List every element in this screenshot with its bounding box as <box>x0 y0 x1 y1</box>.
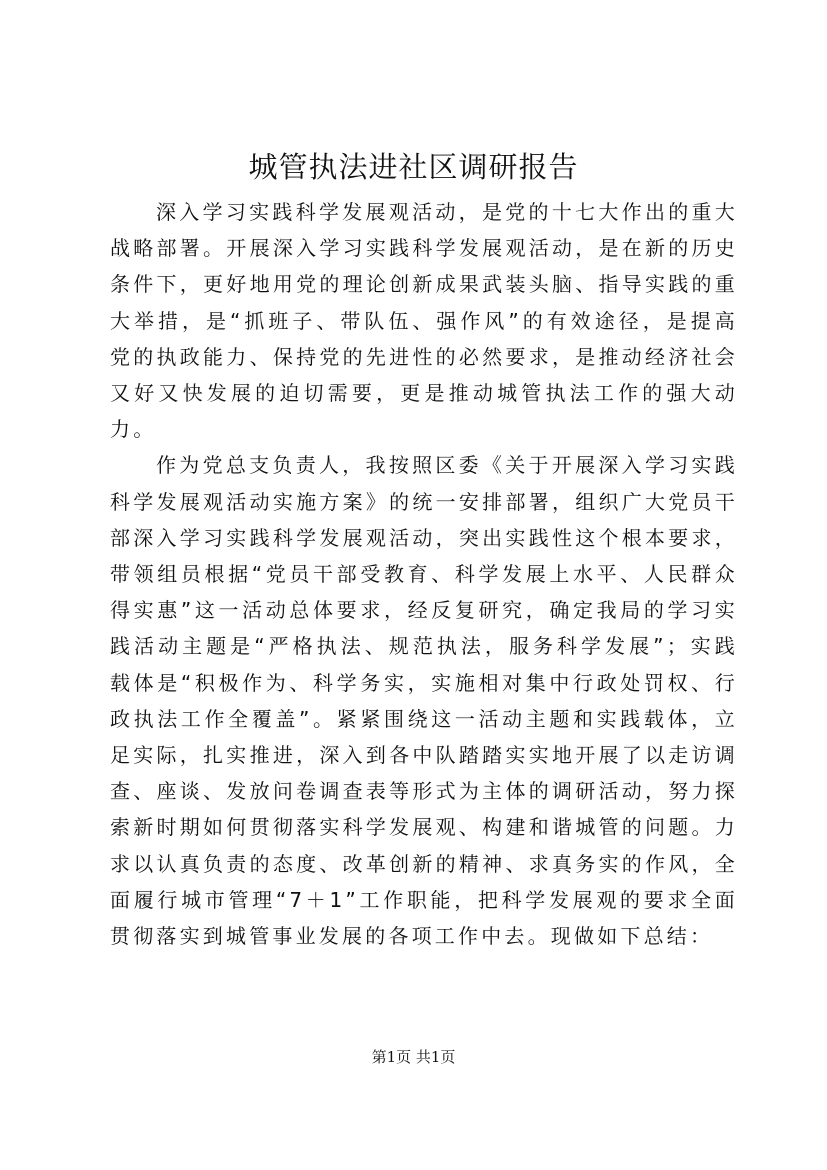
document-body <box>110 194 738 954</box>
document-title: 城管执法进社区调研报告 <box>248 150 579 184</box>
paragraph-1: 深入学习实践科学发展观活动，是党的十七大作出的重大战略部署。开展深入学习实践科学发展观活动，是在新的历史条件下，更好地用党的理论创新成果武装头脑、指导实践的重大举措，是“抓班子、带队伍、强作风”的有效途径，是提高党的执政能力、保持党的先进性的必然要求，是推动经济社会又好又快发展的迫切需要，更是推动城管执法工作的强大动力。 <box>110 200 738 442</box>
paragraph-2: 作为党总支负责人，我按照区委《关于开展深入学习实践科学发展观活动实施方案》的统一安排部署，组织广大党员干部深入学习实践科学发展观活动，突出实践性这个根本要求，带领组员根据“党员干部受教育、科学发展上水平、人民群众得实惠”这一活动总体要求，经反复研究，确定我局的学习实践活动主题是“严格执法、规范执法，服务科学发展”；实践载体是“积极作为、科学务实，实施相对集中行政处罚权、行政执法工作全覆盖”。紧紧围绕这一活动主题和实践载体，立足实际，扎实推进，深入到各中队踏踏实实地开展了以走访调查、座谈、发放问卷调查表等形式为主体的调研活动，努力探索新时期如何贯彻落实科学发展观、构建和谐城管的问题。力求以认真负责的态度、改革创新的精神、求真务实的作风，全面履行城市管理“7＋1”工作职能，把科学发展观的要求全面贯彻落实到城管事业发展的各项工作中去。现做如下总结： <box>110 453 738 949</box>
page-footer: 第1页 共1页 <box>371 1048 456 1066</box>
